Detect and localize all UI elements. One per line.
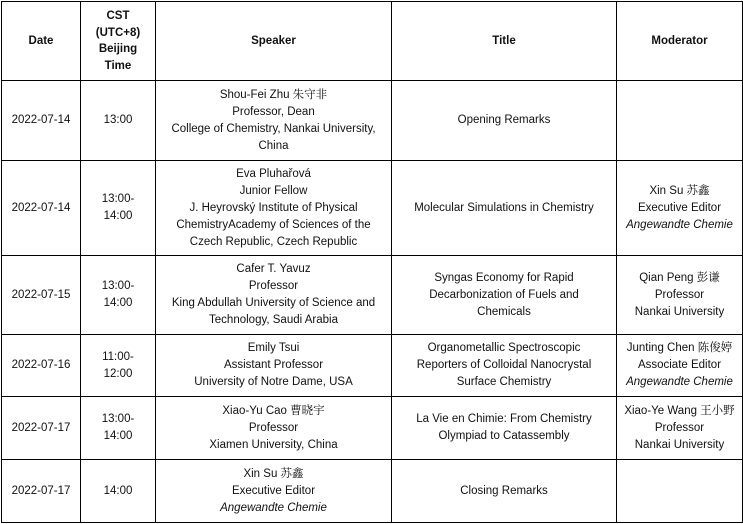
speaker-affiliation: University of Notre Dame, USA xyxy=(194,376,353,388)
talk-title: Syngas Economy for Rapid Decarbonization of Fuels and Chemicals xyxy=(429,271,579,318)
header-time-label: CST (UTC+8) Beijing Time xyxy=(95,10,141,72)
talk-title: Organometallic Spectroscopic Reporters of Colloidal Nanocrystal Surface Chemistry xyxy=(416,342,592,388)
talk-title: La Vie en Chimie: From Chemistry Olympiad to Catassembly xyxy=(416,413,592,442)
date-cell: 2022-07-17 xyxy=(2,460,81,523)
header-time xyxy=(81,2,156,81)
date-cell: 2022-07-14 xyxy=(2,161,81,256)
moderator-cell xyxy=(617,81,743,161)
header-title: Title xyxy=(392,2,617,81)
moderator-role: Executive Editor xyxy=(637,201,722,214)
moderator-affiliation: Nankai University xyxy=(634,438,725,451)
moderator-cell xyxy=(617,460,743,523)
moderator-name: Xin Su 苏鑫 xyxy=(649,184,710,197)
speaker-cell xyxy=(156,81,392,161)
moderator-role: Professor xyxy=(654,288,705,301)
title-cell xyxy=(392,335,617,397)
table-row xyxy=(2,397,743,460)
time-value: 11:00-12:00 xyxy=(102,350,134,380)
moderator-affiliation: Nankai University xyxy=(634,305,725,318)
table-row xyxy=(2,161,743,256)
speaker-cell xyxy=(156,161,392,256)
speaker-cell xyxy=(156,460,392,523)
title-cell xyxy=(392,256,617,335)
header-row xyxy=(2,2,743,81)
speaker-affiliation: Angewandte Chemie xyxy=(220,501,327,514)
moderator-name: Junting Chen 陈俊婷 xyxy=(626,342,733,354)
speaker-affiliation: J. Heyrovský Institute of Physical ChemistryAcademy of Sciences of the Czech Republic, Czech Republic xyxy=(176,201,371,248)
date-cell: 2022-07-15 xyxy=(2,256,81,335)
title-cell: Closing Remarks xyxy=(392,460,617,523)
moderator-name: Qian Peng 彭谦 xyxy=(639,271,720,284)
table-row xyxy=(2,256,743,335)
time-cell xyxy=(81,161,156,256)
date-cell: 2022-07-17 xyxy=(2,397,81,460)
speaker-cell xyxy=(156,335,392,397)
speaker-affiliation: College of Chemistry, Nankai University, China xyxy=(171,122,376,152)
speaker-cell xyxy=(156,397,392,460)
table-row xyxy=(2,81,743,161)
moderator-role: Professor xyxy=(654,421,705,434)
speaker-role: Assistant Professor xyxy=(223,359,324,371)
table-row xyxy=(2,335,743,397)
title-cell xyxy=(392,397,617,460)
moderator-cell xyxy=(617,256,743,335)
speaker-role: Executive Editor xyxy=(231,484,316,497)
speaker-affiliation: Xiamen University, China xyxy=(209,438,338,451)
time-cell xyxy=(81,256,156,335)
table-row xyxy=(2,460,743,523)
moderator-name: Xiao-Ye Wang 王小野 xyxy=(624,404,735,417)
speaker-affiliation: King Abdullah University of Science and Technology, Saudi Arabia xyxy=(171,297,376,326)
moderator-role: Associate Editor xyxy=(637,359,722,371)
speaker-name: Xiao-Yu Cao 曹晓宇 xyxy=(222,404,325,417)
date-cell: 2022-07-14 xyxy=(2,81,81,161)
moderator-cell xyxy=(617,161,743,256)
moderator-affiliation: Angewandte Chemie xyxy=(626,218,733,231)
speaker-name: Eva Pluhařová xyxy=(236,167,311,180)
date-cell: 2022-07-16 xyxy=(2,335,81,397)
time-cell xyxy=(81,397,156,460)
speaker-role: Professor, Dean xyxy=(232,105,315,118)
speaker-name: Cafer T. Yavuz xyxy=(236,263,311,275)
speaker-name: Shou-Fei Zhu 朱守非 xyxy=(219,88,328,101)
time-cell xyxy=(81,335,156,397)
speaker-cell xyxy=(156,256,392,335)
header-moderator: Moderator xyxy=(617,2,743,81)
time-value: 13:00-14:00 xyxy=(101,280,135,309)
time-cell: 14:00 xyxy=(81,460,156,523)
time-value: 13:00-14:00 xyxy=(101,413,135,442)
speaker-role: Junior Fellow xyxy=(239,184,308,197)
moderator-cell xyxy=(617,397,743,460)
speaker-name: Emily Tsui xyxy=(247,342,300,354)
time-cell: 13:00 xyxy=(81,81,156,161)
title-cell: Molecular Simulations in Chemistry xyxy=(392,161,617,256)
speaker-role: Professor xyxy=(248,280,299,292)
speaker-name: Xin Su 苏鑫 xyxy=(243,467,304,480)
speaker-role: Professor xyxy=(248,421,299,434)
moderator-cell xyxy=(617,335,743,397)
time-value: 13:00-14:00 xyxy=(101,193,135,222)
title-cell: Opening Remarks xyxy=(392,81,617,161)
header-date: Date xyxy=(2,2,81,81)
moderator-affiliation: Angewandte Chemie xyxy=(626,376,733,388)
header-speaker: Speaker xyxy=(156,2,392,81)
schedule-table xyxy=(1,1,743,523)
